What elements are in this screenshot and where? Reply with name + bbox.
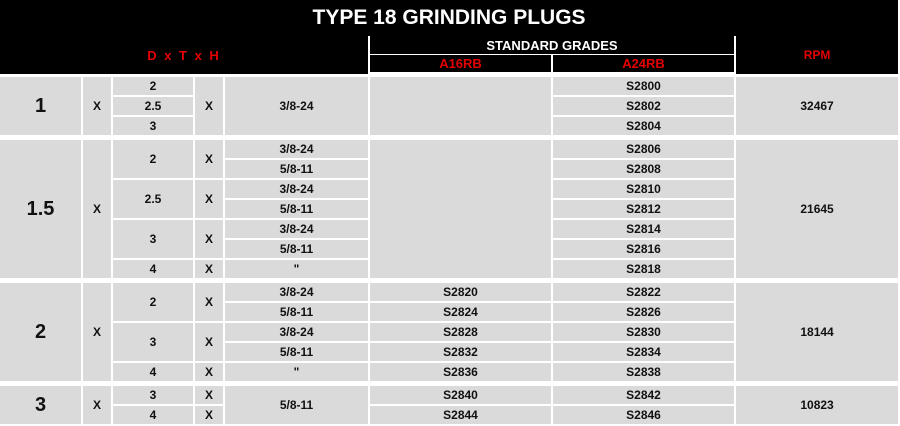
- a24rb-cell: S2806: [553, 140, 736, 160]
- a16rb-cell: [370, 140, 553, 280]
- a24rb-cell: S2804: [553, 117, 736, 137]
- thickness-cell: 3: [113, 323, 195, 363]
- dims-header: D x T x H: [0, 36, 370, 74]
- a24rb-cell: S2808: [553, 160, 736, 180]
- thickness-cell: 4: [113, 363, 195, 383]
- rpm-cell: 10823: [736, 386, 900, 426]
- x-symbol: X: [195, 386, 225, 406]
- x-symbol: X: [83, 386, 113, 426]
- a24rb-cell: S2842: [553, 386, 736, 406]
- rpm-cell: 18144: [736, 283, 900, 383]
- hole-cell: 3/8-24: [225, 77, 370, 137]
- grade-a16rb-header: A16RB: [370, 55, 553, 74]
- diameter-cell: 1: [0, 77, 83, 137]
- a24rb-cell: S2826: [553, 303, 736, 323]
- thickness-cell: 4: [113, 260, 195, 280]
- hole-cell: 5/8-11: [225, 343, 370, 363]
- thickness-cell: 3: [113, 386, 195, 406]
- a24rb-cell: S2846: [553, 406, 736, 426]
- diameter-cell: 1.5: [0, 140, 83, 280]
- thickness-cell: 3: [113, 220, 195, 260]
- rpm-cell: 21645: [736, 140, 900, 280]
- a24rb-cell: S2830: [553, 323, 736, 343]
- diameter-cell: 3: [0, 386, 83, 426]
- thickness-cell: 2: [113, 77, 195, 97]
- hole-cell: 3/8-24: [225, 283, 370, 303]
- x-symbol: X: [83, 77, 113, 137]
- a24rb-cell: S2822: [553, 283, 736, 303]
- a16rb-cell: S2824: [370, 303, 553, 323]
- a16rb-cell: [370, 77, 553, 137]
- a16rb-cell: S2832: [370, 343, 553, 363]
- thickness-cell: 2: [113, 283, 195, 323]
- hole-cell: 5/8-11: [225, 200, 370, 220]
- hole-cell: 5/8-11: [225, 160, 370, 180]
- a24rb-cell: S2818: [553, 260, 736, 280]
- a24rb-cell: S2812: [553, 200, 736, 220]
- a24rb-cell: S2816: [553, 240, 736, 260]
- hole-cell: 5/8-11: [225, 386, 370, 426]
- x-symbol: X: [195, 260, 225, 280]
- x-symbol: X: [195, 406, 225, 426]
- hole-cell: 3/8-24: [225, 323, 370, 343]
- thickness-cell: 2.5: [113, 97, 195, 117]
- x-symbol: X: [195, 283, 225, 323]
- hole-cell: 5/8-11: [225, 303, 370, 323]
- x-symbol: X: [195, 180, 225, 220]
- x-symbol: X: [195, 140, 225, 180]
- a24rb-cell: S2800: [553, 77, 736, 97]
- standard-grades-header: STANDARD GRADES: [370, 36, 736, 55]
- thickness-cell: 3: [113, 117, 195, 137]
- a24rb-cell: S2838: [553, 363, 736, 383]
- hole-cell: 3/8-24: [225, 140, 370, 160]
- x-symbol: X: [195, 77, 225, 137]
- thickness-cell: 2: [113, 140, 195, 180]
- x-symbol: X: [195, 323, 225, 363]
- a24rb-cell: S2810: [553, 180, 736, 200]
- hole-cell: 5/8-11: [225, 240, 370, 260]
- a24rb-cell: S2834: [553, 343, 736, 363]
- rpm-cell: 32467: [736, 77, 900, 137]
- table-title: TYPE 18 GRINDING PLUGS: [0, 0, 900, 36]
- x-symbol: X: [195, 363, 225, 383]
- hole-cell: 3/8-24: [225, 220, 370, 240]
- a24rb-cell: S2814: [553, 220, 736, 240]
- a16rb-cell: S2840: [370, 386, 553, 406]
- a24rb-cell: S2802: [553, 97, 736, 117]
- a16rb-cell: S2820: [370, 283, 553, 303]
- hole-cell: 3/8-24: [225, 180, 370, 200]
- x-symbol: X: [195, 220, 225, 260]
- x-symbol: X: [83, 283, 113, 383]
- a16rb-cell: S2836: [370, 363, 553, 383]
- diameter-cell: 2: [0, 283, 83, 383]
- hole-cell: ": [225, 363, 370, 383]
- x-symbol: X: [83, 140, 113, 280]
- a16rb-cell: S2844: [370, 406, 553, 426]
- thickness-cell: 4: [113, 406, 195, 426]
- thickness-cell: 2.5: [113, 180, 195, 220]
- rpm-header: RPM: [736, 36, 900, 74]
- grade-a24rb-header: A24RB: [553, 55, 736, 74]
- a16rb-cell: S2828: [370, 323, 553, 343]
- hole-cell: ": [225, 260, 370, 280]
